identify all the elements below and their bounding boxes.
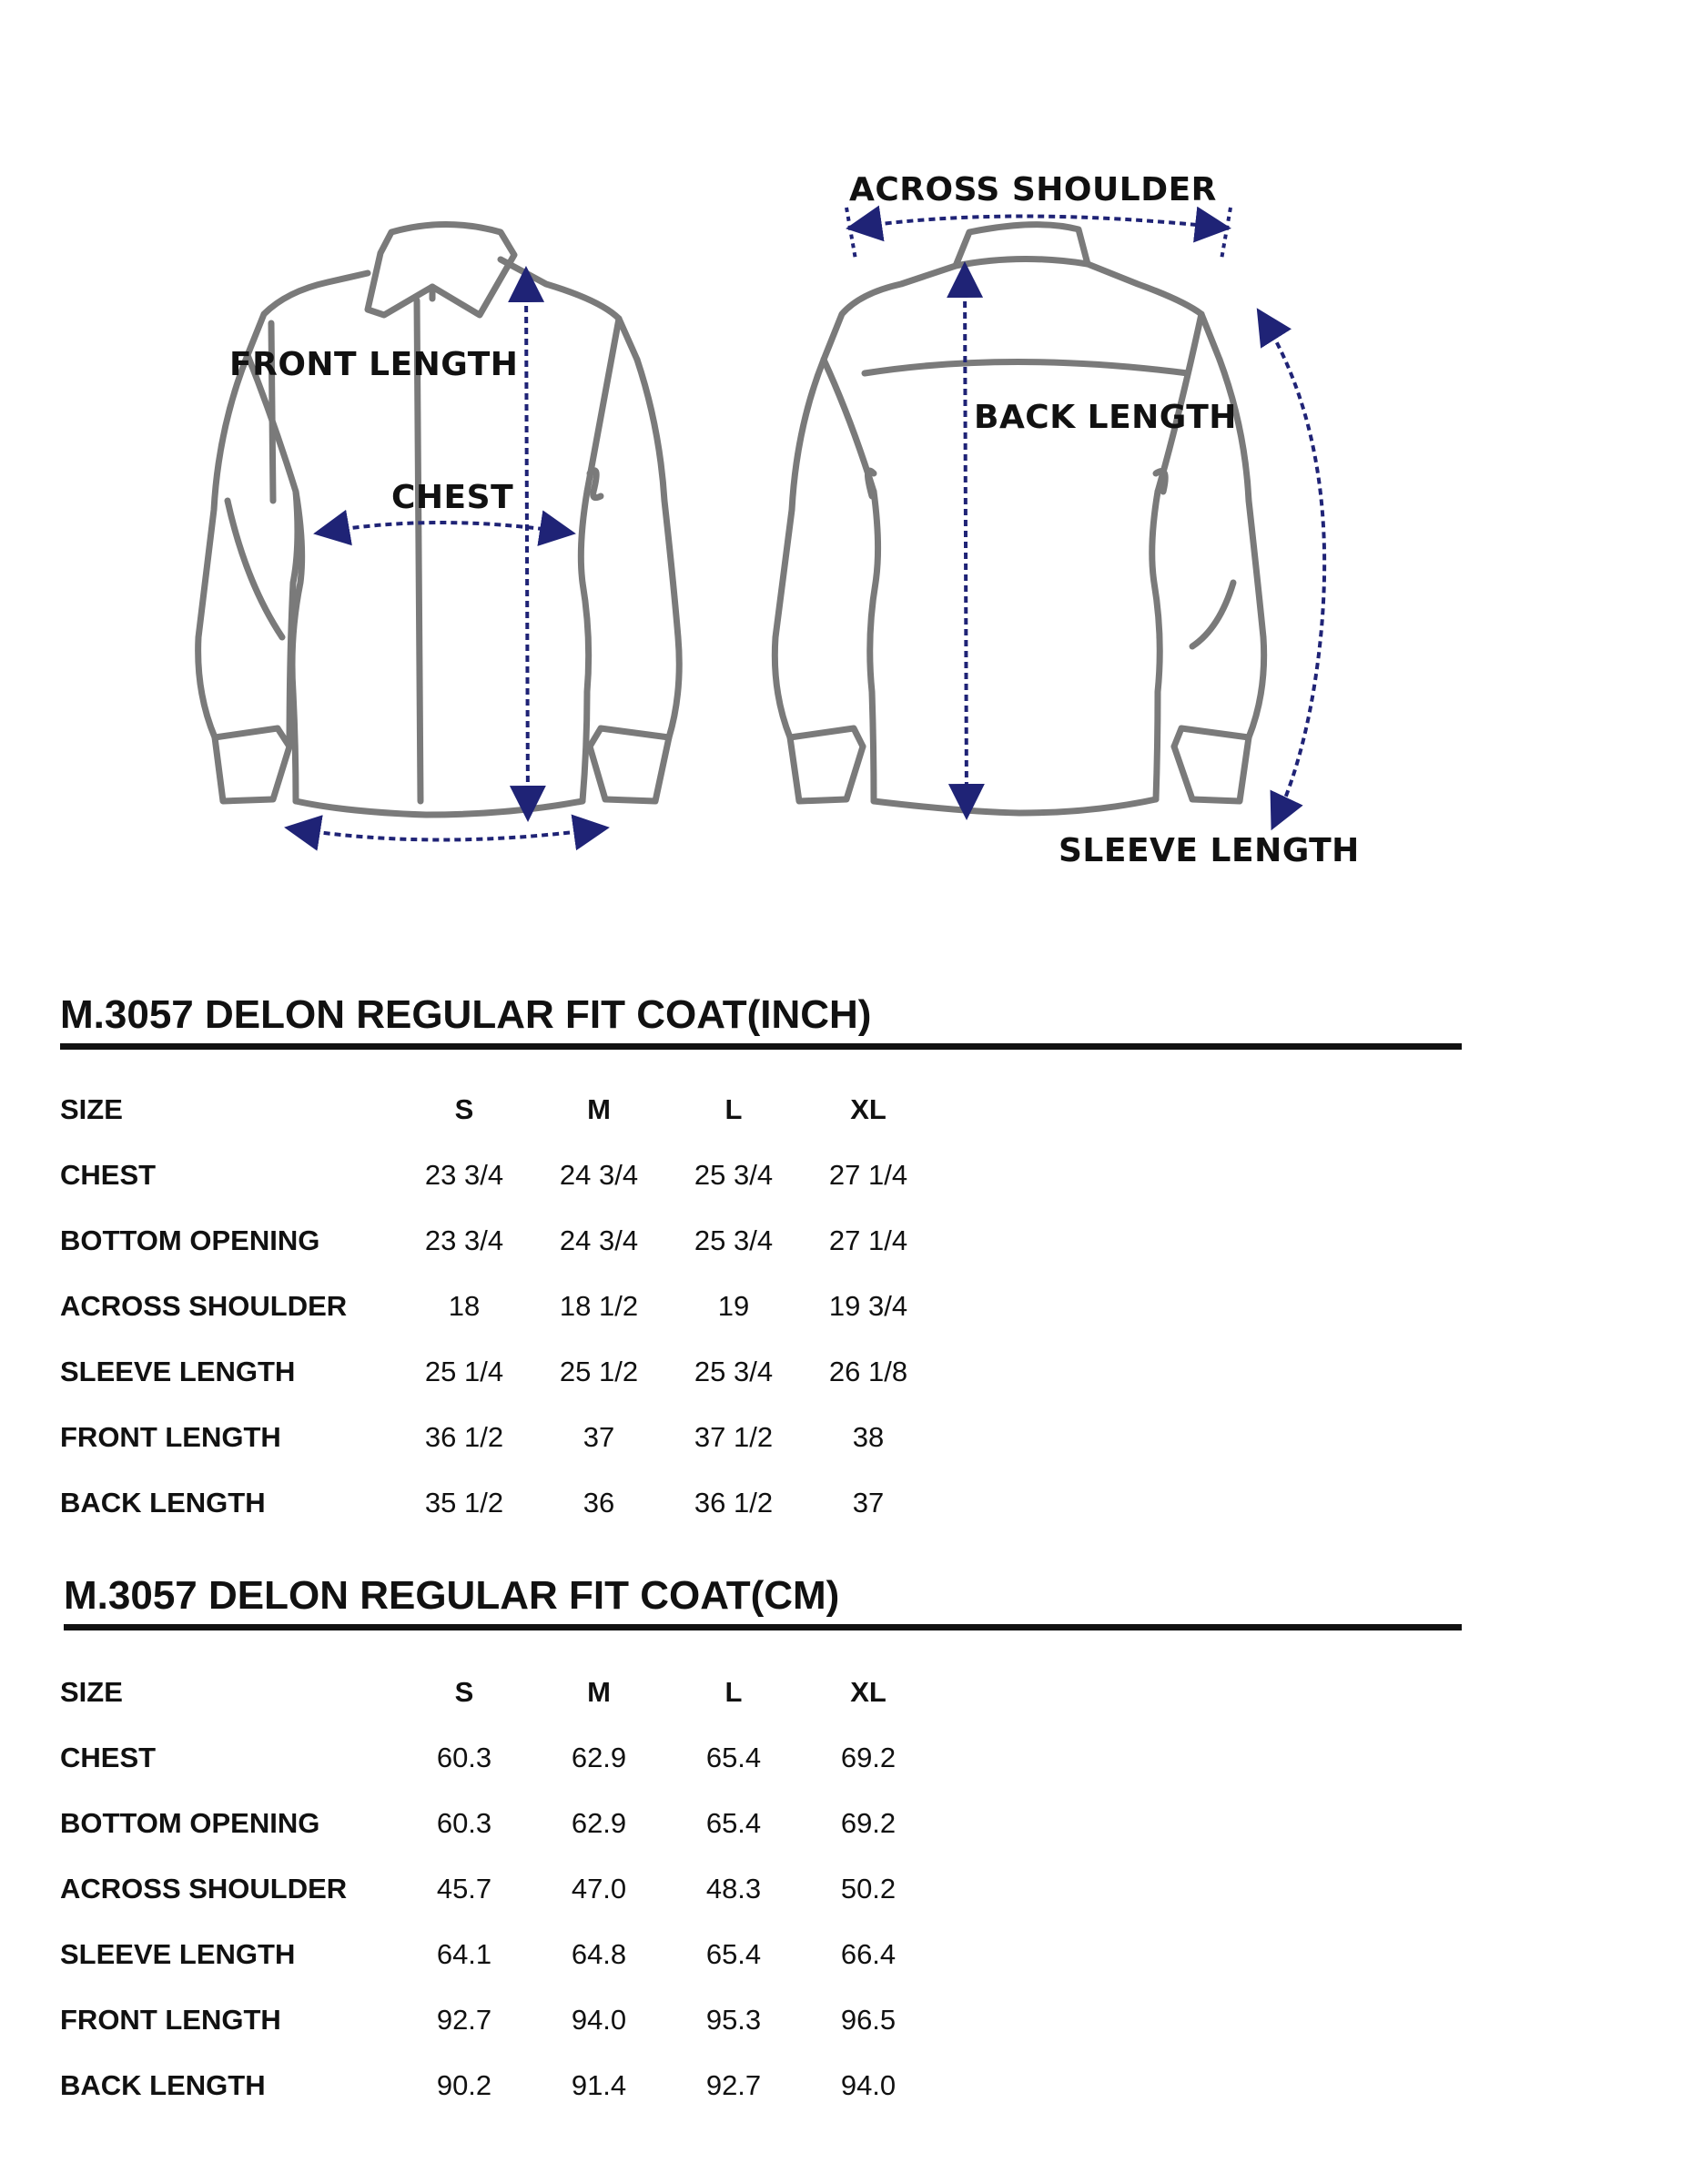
cell-value: 24 3/4 [559,1159,639,1191]
row-label: SLEEVE LENGTH [60,1356,296,1387]
header-cell: L [724,1676,743,1708]
cell-value: 36 [583,1487,615,1519]
back-length-label: BACK LENGTH [974,399,1237,436]
row-label: FRONT LENGTH [60,1421,281,1453]
inch-table-title: M.3057 DELON REGULAR FIT COAT(INCH) [60,992,872,1037]
header-cell: S [454,1093,474,1125]
inch-title-rule [60,1043,1462,1050]
cell-value: 94.0 [571,2004,627,2036]
row-label: CHEST [60,1742,157,1773]
size-table-inch [60,1077,936,1536]
header-cell: SIZE [60,1093,123,1125]
table-row [60,1856,936,1922]
cell-value: 24 3/4 [559,1224,639,1256]
row-label: SLEEVE LENGTH [60,1938,296,1970]
row-label: CHEST [60,1159,157,1191]
cell-value: 25 3/4 [694,1356,774,1387]
cell-value: 60.3 [436,1807,492,1839]
header-cell: XL [850,1093,886,1125]
across-shoulder-tick-right [1221,208,1231,259]
cell-value: 25 3/4 [694,1159,774,1191]
cell-value: 19 [717,1290,750,1322]
table-row [60,1274,936,1339]
header-cell: M [587,1093,611,1125]
table-header-row [60,1660,936,1725]
cell-value: 18 [448,1290,481,1322]
row-label: ACROSS SHOULDER [60,1290,348,1322]
cm-table-title: M.3057 DELON REGULAR FIT COAT(CM) [64,1573,840,1618]
table-row [60,1405,936,1470]
header-cell: SIZE [60,1676,123,1708]
across-shoulder-tick-left [846,208,856,259]
cell-value: 60.3 [436,1742,492,1773]
cell-value: 23 3/4 [424,1159,504,1191]
row-label: FRONT LENGTH [60,2004,281,2036]
chest-label: CHEST [391,479,514,516]
cell-value: 48.3 [705,1873,762,1905]
cell-value: 26 1/8 [828,1356,908,1387]
header-cell: M [587,1676,611,1708]
back-coat-drawing [775,225,1263,813]
cell-value: 92.7 [436,2004,492,2036]
chest-arrow [320,523,569,533]
cell-value: 65.4 [705,1742,762,1773]
cell-value: 38 [852,1421,885,1453]
cell-value: 62.9 [571,1807,627,1839]
table-row [60,1725,936,1791]
cell-value: 25 1/4 [424,1356,504,1387]
front-length-label: FRONT LENGTH [229,346,519,383]
cell-value: 45.7 [436,1873,492,1905]
cell-value: 27 1/4 [828,1159,908,1191]
row-label: ACROSS SHOULDER [60,1873,348,1905]
cell-value: 62.9 [571,1742,627,1773]
table-row [60,1339,936,1405]
cell-value: 69.2 [840,1807,897,1839]
bottom-opening-arrow [291,828,603,840]
cell-value: 50.2 [840,1873,897,1905]
cell-value: 37 [583,1421,615,1453]
front-coat-drawing [198,225,680,816]
cell-value: 25 1/2 [559,1356,639,1387]
table-row [60,1791,936,1856]
cell-value: 36 1/2 [424,1421,504,1453]
cell-value: 65.4 [705,1938,762,1970]
cell-value: 37 1/2 [694,1421,774,1453]
table-row [60,1208,936,1274]
row-label: BOTTOM OPENING [60,1224,320,1256]
row-label: BOTTOM OPENING [60,1807,320,1839]
garment-measurement-diagram [0,0,1702,910]
front-length-arrow [526,273,528,815]
table-row [60,1922,936,1987]
cell-value: 90.2 [436,2069,492,2101]
cell-value: 66.4 [840,1938,897,1970]
table-header-row [60,1077,936,1143]
cell-value: 27 1/4 [828,1224,908,1256]
row-label: BACK LENGTH [60,1487,266,1519]
cell-value: 64.1 [436,1938,492,1970]
header-cell: XL [850,1676,886,1708]
table-row [60,1470,936,1536]
cell-value: 94.0 [840,2069,897,2101]
table-row [60,1143,936,1208]
cell-value: 91.4 [571,2069,627,2101]
table-row [60,1987,936,2053]
cell-value: 95.3 [705,2004,762,2036]
back-length-arrow [965,269,967,813]
cell-value: 96.5 [840,2004,897,2036]
cell-value: 65.4 [705,1807,762,1839]
sleeve-length-arrow [1261,314,1324,824]
cm-title-rule [64,1624,1462,1630]
across-shoulder-label: ACROSS SHOULDER [849,171,1217,208]
size-table-cm [60,1660,936,2118]
cell-value: 35 1/2 [424,1487,504,1519]
cell-value: 92.7 [705,2069,762,2101]
row-label: BACK LENGTH [60,2069,266,2101]
header-cell: L [724,1093,743,1125]
sleeve-length-label: SLEEVE LENGTH [1059,832,1360,869]
cell-value: 64.8 [571,1938,627,1970]
cell-value: 36 1/2 [694,1487,774,1519]
cell-value: 37 [852,1487,885,1519]
cell-value: 69.2 [840,1742,897,1773]
cell-value: 23 3/4 [424,1224,504,1256]
cell-value: 19 3/4 [828,1290,908,1322]
header-cell: S [454,1676,474,1708]
cell-value: 25 3/4 [694,1224,774,1256]
cell-value: 18 1/2 [559,1290,639,1322]
table-row [60,2053,936,2118]
cell-value: 47.0 [571,1873,627,1905]
